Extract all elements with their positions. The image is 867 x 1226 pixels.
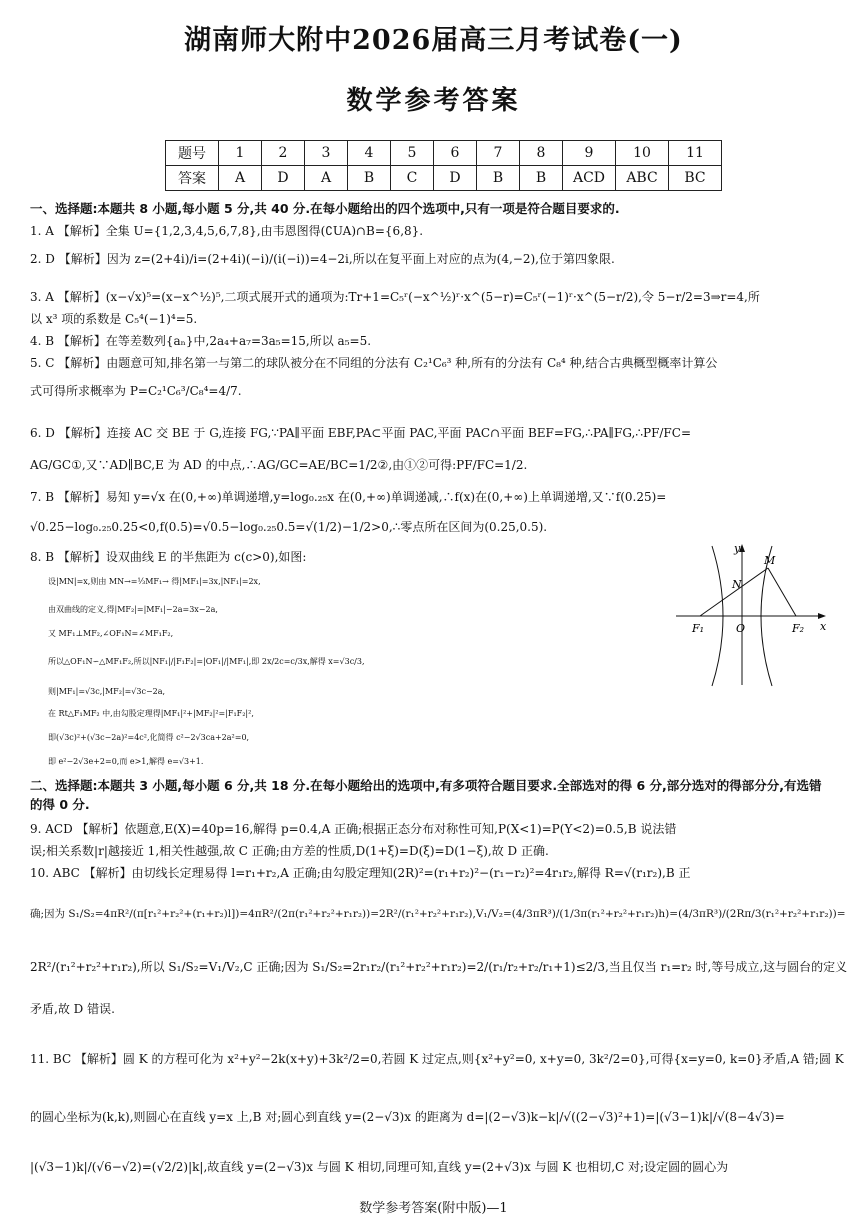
answer-line: 2. D 【解析】因为 z=(2+4i)/i=(2+4i)(−i)/(i(−i))=4−2i,所以在复平面上对应的点为(4,−2),位于第四象限. (30, 252, 615, 266)
segment-f1m (700, 568, 768, 616)
answer-line: 6. D 【解析】连接 AC 交 BE 于 G,连接 FG,∵PA∥平面 EBF,PA⊂平面 PAC,平面 PAC∩平面 BEF=FG,∴PA∥FG,∴PF/FC= (30, 426, 691, 440)
table-cell: 1 (219, 141, 262, 166)
table-cell: 6 (434, 141, 477, 166)
table-cell: C (391, 166, 434, 191)
label-n: N (732, 578, 742, 591)
answer-line: 误;相关系数|r|越接近 1,相关性越强,故 C 正确;由方差的性质,D(1+ξ)=D(ξ)=D(1−ξ),故 D 正确. (30, 844, 549, 858)
label-x: x (820, 620, 827, 633)
table-cell: 10 (616, 141, 669, 166)
answer-line: 则|MF₁|=√3c,|MF₂|=√3c−2a, (48, 687, 166, 696)
label-f1: F₁ (692, 622, 705, 635)
label-o: O (736, 622, 746, 635)
answer-line: 又 MF₁⊥MF₂,∠OF₁N=∠MF₁F₂, (48, 629, 174, 638)
answer-line: 3. A 【解析】(x−√x)⁵=(x−x^½)⁵,二项式展开式的通项为:Tr+1=C₅ʳ(−x^½)ʳ·x^(5−r)=C₅ʳ(−1)ʳ·x^(5−r/2),令 5−r/2=3⇒r=4,所 (30, 290, 760, 304)
answer-line: 设|MN|=x,则由 MN→=⅓MF₁→ 得|MF₁|=3x,|NF₁|=2x, (48, 577, 261, 586)
label-f2: F₂ (792, 622, 805, 635)
row-label: 题号 (166, 141, 219, 166)
label-m: M (764, 554, 776, 567)
answer-line: 的圆心坐标为(k,k),则圆心在直线 y=x 上,B 对;圆心到直线 y=(2−√3)x 的距离为 d=|(2−√3)k−k|/√((2−√3)²+1)=|(√3−1)k|/√(8−4√3)= (30, 1110, 785, 1124)
section-heading-2: 二、选择题:本题共 3 小题,每小题 6 分,共 18 分.在每小题给出的选项中,有多项符合题目要求.全部选对的得 6 分,部分选对的得部分分,有选错的得 0 分. (30, 778, 822, 812)
table-cell: B (520, 166, 563, 191)
answer-line: 由双曲线的定义,得|MF₂|=|MF₁|−2a=3x−2a, (48, 605, 218, 614)
table-cell: D (262, 166, 305, 191)
answer-line: 在 Rt△F₁MF₂ 中,由勾股定理得|MF₁|²+|MF₂|²=|F₁F₂|², (48, 709, 254, 718)
page-subtitle: 数学参考答案 (346, 86, 521, 116)
table-cell: 7 (477, 141, 520, 166)
table-cell: A (305, 166, 348, 191)
answer-line: |(√3−1)k|/(√6−√2)=(√2/2)|k|,故直线 y=(2−√3)x 与圆 K 相切,同理可知,直线 y=(2+√3)x 与圆 K 也相切,C 对;设定圆的圆心为 (30, 1160, 729, 1174)
table-cell: D (434, 166, 477, 191)
answer-line: 以 x³ 项的系数是 C₅⁴(−1)⁴=5. (30, 312, 198, 326)
table-cell: BC (669, 166, 722, 191)
answer-line: 10. ABC 【解析】由切线长定理易得 l=r₁+r₂,A 正确;由勾股定理知(2R)²=(r₁+r₂)²−(r₁−r₂)²=4r₁r₂,解得 R=√(r₁r₂),B 正 (30, 866, 691, 880)
segment-mf2 (768, 568, 796, 616)
table-cell: 9 (563, 141, 616, 166)
page-footer: 数学参考答案(附中版)—1 (359, 1201, 508, 1216)
table-cell: 2 (262, 141, 305, 166)
answer-line: 所以△OF₁N∽△MF₁F₂,所以|NF₁|/|F₁F₂|=|OF₁|/|MF₁|,即 2x/2c=c/3x,解得 x=√3c/3, (48, 657, 365, 666)
answer-line: √0.25−log₀.₂₅0.25<0,f(0.5)=√0.5−log₀.₂₅0.5=√(1/2)−1/2>0,∴零点所在区间为(0.25,0.5). (30, 520, 548, 534)
answer-table (165, 140, 722, 191)
answer-line: 2R²/(r₁²+r₂²+r₁r₂),所以 S₁/S₂=V₁/V₂,C 正确;因为 S₁/S₂=2r₁r₂/(r₁²+r₂²+r₁r₂)=2/(r₁/r₂+r₂/r₁+1)≤2/3,当且仅当 r₁=r₂ 时,等号成立,这与圆台的定义 (30, 960, 848, 974)
answer-line: 11. BC 【解析】圆 K 的方程可化为 x²+y²−2k(x+y)+3k²/2=0,若圆 K 过定点,则{x²+y²=0, x+y=0, 3k²/2=0},可得{x=y=0, k=0}矛盾,A 错;圆 K (30, 1052, 844, 1066)
answer-line: 1. A 【解析】全集 U={1,2,3,4,5,6,7,8},由韦恩图得(∁UA)∩B={6,8}. (30, 224, 424, 238)
answer-line: 式可得所求概率为 P=C₂¹C₆³/C₈⁴=4/7. (30, 384, 242, 398)
answer-table-row-answers (166, 166, 722, 191)
answer-line: 9. ACD 【解析】依题意,E(X)=40p=16,解得 p=0.4,A 正确;根据正态分布对称性可知,P(X<1)=P(Y<2)=0.5,B 说法错 (30, 822, 677, 836)
table-cell: 11 (669, 141, 722, 166)
answer-line: 8. B 【解析】设双曲线 E 的半焦距为 c(c>0),如图: (30, 550, 307, 564)
table-cell: 4 (348, 141, 391, 166)
answer-line: 5. C 【解析】由题意可知,排名第一与第二的球队被分在不同组的分法有 C₂¹C₆³ 种,所有的分法有 C₈⁴ 种,结合古典概型概率计算公 (30, 356, 718, 370)
answer-line: 矛盾,故 D 错误. (30, 1002, 115, 1016)
answer-line: 7. B 【解析】易知 y=√x 在(0,+∞)单调递增,y=log₀.₂₅x 在(0,+∞)单调递减,∴f(x)在(0,+∞)上单调递增,又∵f(0.25)= (30, 490, 667, 504)
table-cell: 5 (391, 141, 434, 166)
answer-line: AG/GC①,又∵AD∥BC,E 为 AD 的中点,∴AG/GC=AE/BC=1/2②,由①②可得:PF/FC=1/2. (30, 458, 528, 472)
row-label: 答案 (166, 166, 219, 191)
table-cell: ACD (563, 166, 616, 191)
answer-line: 确;因为 S₁/S₂=4πR²/(π[r₁²+r₂²+(r₁+r₂)l])=4πR²/(2π(r₁²+r₂²+r₁r₂))=2R²/(r₁²+r₂²+r₁r₂),V₁/V₂=(4/3πR³)/(1/3π(r₁²+r₂²+r₁r₂)h)=(4/3πR³)/(2Rπ/3(r₁²+r₂²+r₁r₂))= (30, 908, 846, 920)
table-cell: 8 (520, 141, 563, 166)
table-cell: A (219, 166, 262, 191)
page-title: 湖南师大附中2026届高三月考试卷(一) (184, 25, 683, 56)
table-cell: 3 (305, 141, 348, 166)
answer-table-row-numbers (166, 141, 722, 166)
answer-line: 即 e²−2√3e+2=0,而 e>1,解得 e=√3+1. (48, 757, 204, 766)
table-cell: B (477, 166, 520, 191)
answer-line: 即(√3c)²+(√3c−2a)²=4c²,化简得 c²−2√3ca+2a²=0, (48, 733, 250, 742)
label-y: y (734, 542, 741, 555)
hyperbola-figure (672, 540, 832, 690)
section-heading-1: 一、选择题:本题共 8 小题,每小题 5 分,共 40 分.在每小题给出的四个选项中,只有一项是符合题目要求的. (30, 201, 620, 216)
table-cell: B (348, 166, 391, 191)
x-arrow (818, 613, 826, 619)
answer-line: 4. B 【解析】在等差数列{aₙ}中,2a₄+a₇=3a₅=15,所以 a₅=5. (30, 334, 372, 348)
table-cell: ABC (616, 166, 669, 191)
